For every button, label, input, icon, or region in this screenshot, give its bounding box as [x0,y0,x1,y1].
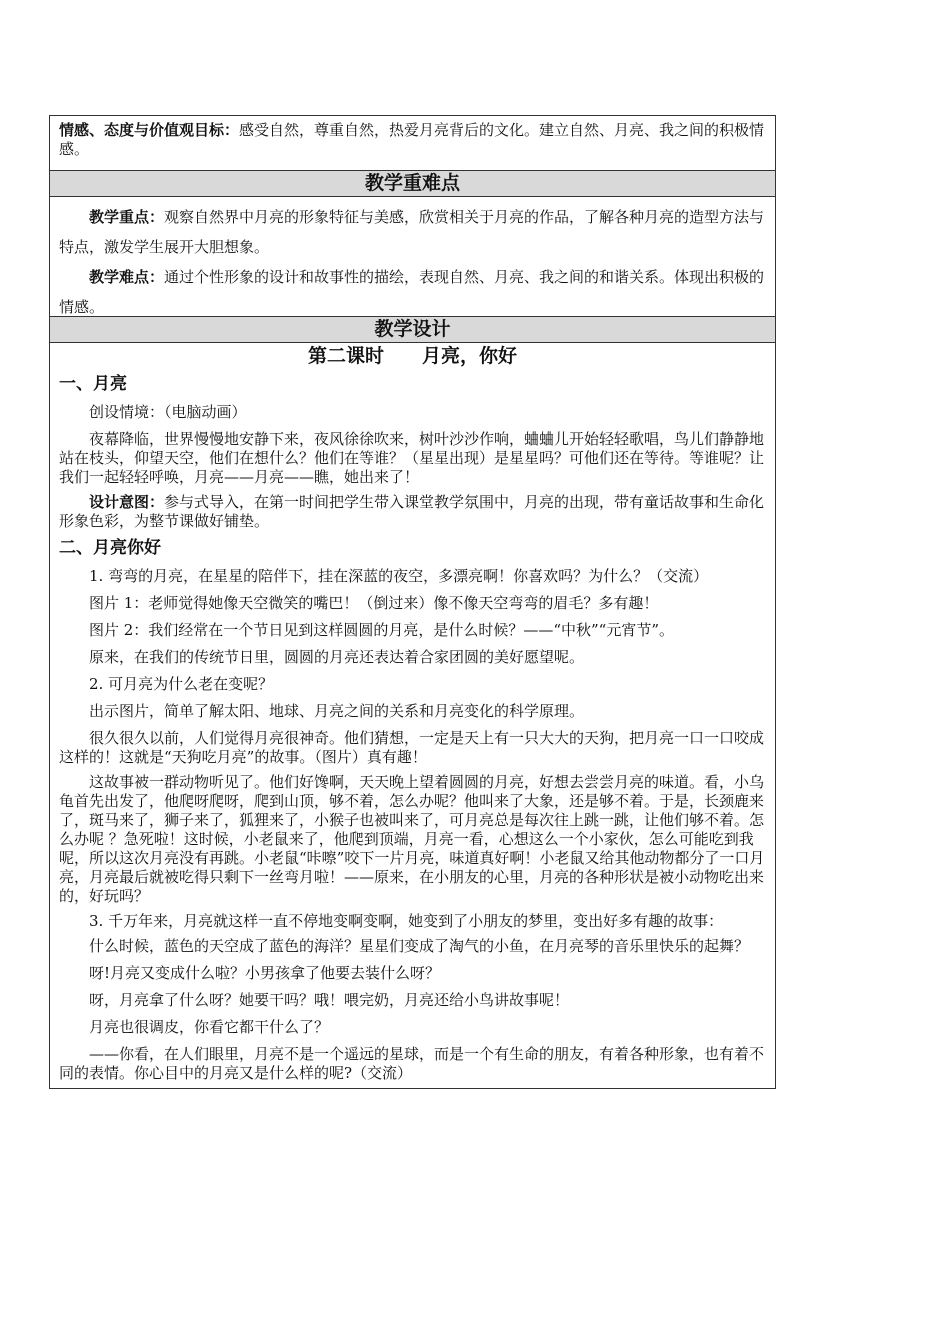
difficulty-text: 通过个性形象的设计和故事性的描绘，表现自然、月亮、我之间的和谐关系。体现出积极的情感。 [59,268,765,316]
focus-label: 教学重点： [89,208,165,226]
section-2-title: 二、月亮你好 [59,538,161,558]
section-2-paragraph: 原来，在我们的传统节日里，圆圆的月亮还表达着合家团圆的美好愿望呢。 [89,648,585,666]
section-2-paragraph: 这故事被一群动物听见了。他们好馋啊，天天晚上望着圆圆的月亮，好想去尝尝月亮的味道。看，小乌龟首先出发了，他爬呀爬呀，爬到山顶，够不着，怎么办呢？他叫来了大象，还是够不着。于是，长颈鹿来了，斑马来了，狮子来了，狐狸来了，小猴子也被叫来了，可月亮总是每次往上跳一跳，让他们够不着。怎么办呢 ？急死啦！这时候，小老鼠来了，他爬到顶端，月亮一看，心想这么一个小家伙，怎么可能吃到我呢，所以这次月亮没有再跳。小老鼠“咔嚓”咬下一片月亮，味道真好啊！小老鼠又给其他动物都分了一口月亮，月亮最后就被吃得只剩下一丝弯月啦！——原来，在小朋友的心里，月亮的各种形状是被小动物吃出来的，好玩吗？ [59,773,765,905]
section-2-paragraph: 3. 千万年来，月亮就这样一直不停地变啊变啊，她变到了小朋友的梦里，变出好多有趣的故事： [89,912,724,930]
section-2-paragraph: 什么时候，蓝色的天空成了蓝色的海洋？星星们变成了淘气的小鱼，在月亮琴的音乐里快乐的起舞？ [89,937,750,955]
emotion-goal-cell [50,116,775,171]
emotion-goal-text: 感受自然，尊重自然，热爱月亮背后的文化。建立自然、月亮、我之间的积极情感。 [59,121,765,158]
lesson-plan-table [49,115,776,1089]
lesson-plan-page [49,115,776,1089]
difficulty-label: 教学难点： [89,268,165,286]
design-intent-label: 设计意图： [89,493,165,511]
section-2-paragraph: 月亮也很调皮，你看它都干什么了？ [89,1018,330,1036]
design-cell [50,343,775,1089]
section-2-paragraph: 图片 1：老师觉得她像天空微笑的嘴巴！（倒过来）像不像天空弯弯的眉毛？多有趣！ [89,594,659,612]
design-header: 教学设计 [50,317,775,343]
design-intent-paragraph [50,493,775,531]
section-1-title: 一、月亮 [59,374,127,394]
key-points-cell [50,197,775,317]
focus-paragraph [50,202,775,262]
section-1-story: 夜幕降临，世界慢慢地安静下来，夜风徐徐吹来，树叶沙沙作响，蛐蛐儿开始轻轻歌唱，鸟儿们静静地站在枝头，仰望天空，他们在想什么？他们在等谁？（星星出现）是星星吗？可他们还在等待。等谁呢？让我们一起轻轻呼唤，月亮——月亮——瞧，她出来了！ [59,430,765,486]
section-2-paragraph: 图片 2：我们经常在一个节日见到这样圆圆的月亮，是什么时候？——“中秋”“元宵节”。 [89,621,674,639]
difficulty-paragraph [50,262,775,322]
lesson-title: 第二课时 月亮，你好 [307,345,517,367]
section-2-paragraph: 1. 弯弯的月亮，在星星的陪伴下，挂在深蓝的夜空，多漂亮啊！你喜欢吗？为什么？（交流） [89,567,709,585]
section-2-paragraph: 呀!月亮又变成什么啦？小男孩拿了他要去装什么呀？ [89,964,441,982]
focus-text: 观察自然界中月亮的形象特征与美感，欣赏相关于月亮的作品，了解各种月亮的造型方法与特点，激发学生展开大胆想象。 [59,208,765,256]
key-points-header: 教学重难点 [50,171,775,197]
emotion-goal-label: 情感、态度与价值观目标： [59,121,240,139]
section-2-paragraph: ——你看，在人们眼里，月亮不是一个遥远的星球，而是一个有生命的朋友，有着各种形象，也有着不同的表情。你心目中的月亮又是什么样的呢?（交流） [59,1045,765,1082]
section-2-paragraph: 很久很久以前，人们觉得月亮很神奇。他们猜想，一定是天上有一只大大的天狗，把月亮一口一口咬成这样的！这就是“天狗吃月亮”的故事。（图片）真有趣！ [59,729,765,766]
section-2-paragraph: 呀，月亮拿了什么呀？她要干吗？哦！喂完奶，月亮还给小鸟讲故事呢！ [89,991,570,1009]
section-2-paragraph: 出示图片，简单了解太阳、地球、月亮之间的关系和月亮变化的科学原理。 [89,702,585,720]
emotion-goal-paragraph [50,121,775,159]
section-2-paragraph: 2. 可月亮为什么老在变呢？ [89,675,274,693]
section-1-scene: 创设情境：（电脑动画） [89,403,247,421]
design-intent-text: 参与式导入，在第一时间把学生带入课堂教学氛围中，月亮的出现，带有童话故事和生命化形象色彩，为整节课做好铺垫。 [59,493,765,530]
